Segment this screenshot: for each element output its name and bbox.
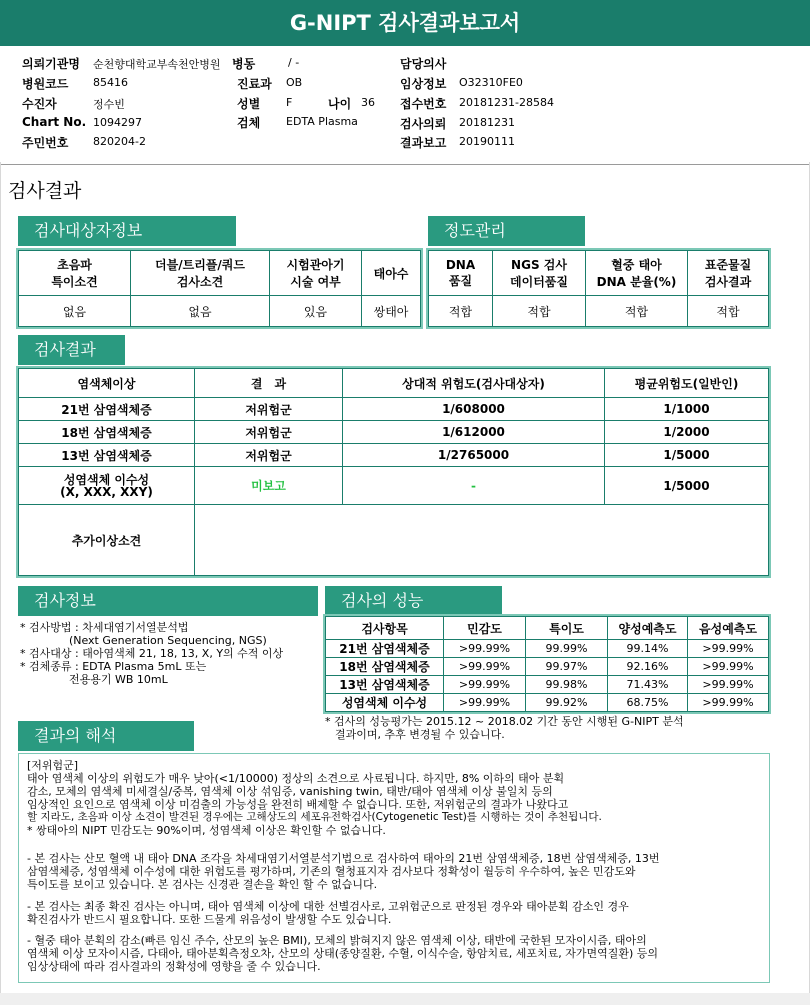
performance-value: 71.43%	[608, 676, 688, 694]
quality-value: 적합	[493, 296, 586, 327]
table-row	[326, 694, 769, 712]
risk-result: 저위험군	[195, 398, 343, 421]
interpretation-line: 임상상태에 따라 검사결과의 정확성에 영향을 줄 수 있습니다.	[27, 960, 321, 973]
report-title-bar	[0, 0, 810, 46]
doctor-label: 담당의사	[400, 57, 447, 71]
performance-value: 99.14%	[608, 640, 688, 658]
patient-info	[0, 50, 810, 165]
tab-quality: 정도관리	[428, 216, 585, 246]
performance-value: 99.98%	[526, 676, 608, 694]
performance-value: >99.99%	[688, 640, 769, 658]
table-row	[326, 676, 769, 694]
chromosome-name: 21번 삼염색체증	[19, 398, 195, 421]
test-target: * 검사대상 : 태아염색체 21, 18, 13, X, Y의 수적 이상	[20, 647, 284, 660]
dept-value: OB	[286, 76, 303, 89]
performance-item: 성염색체 이수성	[326, 694, 444, 712]
chart-value: 1094297	[93, 116, 142, 129]
quality-header: DNA 품질	[429, 251, 493, 296]
results-header: 염색체이상	[19, 369, 195, 398]
performance-table	[325, 616, 769, 712]
request-value: 20181231	[459, 116, 515, 129]
ward-value: / -	[288, 56, 300, 69]
interpretation-line: [저위험군]	[27, 759, 79, 772]
subject-value: 있음	[270, 296, 362, 327]
tab-performance: 검사의 성능	[325, 586, 502, 616]
quality-value: 적합	[429, 296, 493, 327]
request-label: 검사의뢰	[400, 117, 447, 131]
specimen-type-detail: 전용용기 WB 10mL	[20, 673, 168, 686]
report-date-label: 결과보고	[400, 136, 447, 150]
sex-value: F	[286, 96, 293, 109]
extra-findings-label: 추가이상소견	[19, 505, 195, 576]
chromosome-name: 18번 삼염색체증	[19, 421, 195, 444]
sex-label: 성별	[237, 97, 261, 111]
risk-result: 저위험군	[195, 421, 343, 444]
tab-subject-info: 검사대상자정보	[18, 216, 236, 246]
performance-value: 92.16%	[608, 658, 688, 676]
table-row	[19, 398, 769, 421]
performance-header: 양성예측도	[608, 617, 688, 640]
subject-header: 더블/트리플/쿼드 검사소견	[131, 251, 270, 296]
report-title: G-NIPT 검사결과보고서	[289, 11, 521, 35]
interpretation-line: 임상적인 요인으로 염색체 이상 미검출의 가능성을 완전히 배제할 수 없습니다. 또한, 저위험군의 결과가 나왔다고	[27, 798, 569, 811]
performance-value: 99.97%	[526, 658, 608, 676]
page-title: 검사결과	[8, 180, 82, 202]
performance-value: >99.99%	[688, 676, 769, 694]
performance-note: * 검사의 성능평가는 2015.12 ~ 2018.02 기간 동안 시행된 G-NIPT 분석	[325, 715, 684, 728]
quality-value: 적합	[586, 296, 688, 327]
performance-value: 99.92%	[526, 694, 608, 712]
dept-label: 진료과	[237, 77, 272, 91]
table-row	[326, 640, 769, 658]
interpretation-line: 삼염색체증, 성염색체 이수성에 대한 위험도를 평가하며, 기존의 혈청표지자 검사보다 정확성이 월등히 우수하여, 높은 민감도와	[27, 865, 636, 878]
relative-risk: -	[343, 467, 605, 505]
interpretation-line: * 쌍태아의 NIPT 민감도는 90%이며, 성염색체 이상은 확인할 수 없습니다.	[27, 824, 386, 837]
chromosome-name: 13번 삼염색체증	[19, 444, 195, 467]
clinical-label: 임상정보	[400, 77, 447, 91]
specimen-type: * 검체종류 : EDTA Plasma 5mL 또는	[20, 660, 207, 673]
recipient-value: 정수빈	[93, 98, 125, 111]
receipt-label: 접수번호	[400, 97, 447, 111]
rrn-label: 주민번호	[22, 136, 69, 150]
tab-test-info: 검사정보	[18, 586, 318, 616]
age-value: 36	[361, 96, 375, 109]
average-risk: 1/5000	[605, 467, 769, 505]
performance-item: 18번 삼염색체증	[326, 658, 444, 676]
clinical-value: O32310FE0	[459, 76, 523, 89]
performance-header: 검사항목	[326, 617, 444, 640]
age-label: 나이	[328, 97, 352, 111]
performance-header: 민감도	[444, 617, 526, 640]
ward-label: 병동	[232, 57, 256, 71]
hospital-code-value: 85416	[93, 76, 128, 89]
test-method: * 검사방법 : 차세대염기서열분석법	[20, 621, 189, 634]
subject-header: 태아수	[362, 251, 421, 296]
performance-header: 특이도	[526, 617, 608, 640]
tab-results: 검사결과	[18, 335, 125, 365]
interpretation-line: 태아 염색체 이상의 위험도가 매우 낮아(<1/10000) 정상의 소견으로 사료됩니다. 하지만, 8% 이하의 태아 분획	[27, 772, 565, 785]
quality-table	[428, 250, 769, 327]
performance-value: >99.99%	[688, 658, 769, 676]
bottom-margin	[0, 993, 810, 1005]
quality-value: 적합	[688, 296, 769, 327]
relative-risk: 1/2765000	[343, 444, 605, 467]
relative-risk: 1/612000	[343, 421, 605, 444]
institution-value: 순천향대학교부속천안병원	[93, 58, 221, 71]
average-risk: 1/1000	[605, 398, 769, 421]
recipient-label: 수진자	[22, 97, 57, 111]
specimen-label: 검체	[237, 116, 261, 130]
interpretation-box	[18, 753, 770, 983]
quality-header: 표준물질 검사결과	[688, 251, 769, 296]
report-date-value: 20190111	[459, 135, 515, 148]
interpretation-line: 특이도를 보이고 있습니다. 본 검사는 신경관 결손을 확인 할 수 없습니다.	[27, 878, 378, 891]
relative-risk: 1/608000	[343, 398, 605, 421]
average-risk: 1/2000	[605, 421, 769, 444]
subject-value: 없음	[131, 296, 270, 327]
test-method-detail: (Next Generation Sequencing, NGS)	[20, 634, 267, 647]
table-row	[326, 658, 769, 676]
subject-header: 초음파 특이소견	[19, 251, 131, 296]
interpretation-line: 염색체 이상 모자이시즘, 다태아, 태아분획측정오차, 산모의 상태(종양질환, 수혈, 이식수술, 항암치료, 세포치료, 자가면역질환) 등의	[27, 947, 659, 960]
table-row	[19, 467, 769, 505]
subject-value: 쌍태아	[362, 296, 421, 327]
chart-label: Chart No.	[22, 115, 87, 129]
interpretation-line: - 본 검사는 산모 혈액 내 태아 DNA 조각을 차세대염기서열분석기법으로 검사하여 태아의 21번 삼염색체증, 18번 삼염색체증, 13번	[27, 852, 660, 865]
results-header: 상대적 위험도(검사대상자)	[343, 369, 605, 398]
subject-value: 없음	[19, 296, 131, 327]
specimen-value: EDTA Plasma	[286, 115, 358, 128]
hospital-code-label: 병원코드	[22, 77, 69, 91]
chromosome-name: 성염색체 이수성 (X, XXX, XXY)	[19, 467, 195, 505]
performance-value: >99.99%	[444, 640, 526, 658]
performance-value: 68.75%	[608, 694, 688, 712]
quality-header: NGS 검사 데이터품질	[493, 251, 586, 296]
risk-result: 저위험군	[195, 444, 343, 467]
table-row	[19, 421, 769, 444]
interpretation-line: - 혈중 태아 분획의 감소(빠른 임신 주수, 산모의 높은 BMI), 모체의 밝혀지지 않은 염색체 이상, 태반에 국한된 모자이시즘, 태아의	[27, 934, 647, 947]
performance-header: 음성예측도	[688, 617, 769, 640]
performance-value: >99.99%	[688, 694, 769, 712]
performance-value: >99.99%	[444, 676, 526, 694]
results-header: 평균위험도(일반인)	[605, 369, 769, 398]
subject-info-table	[18, 250, 421, 327]
performance-value: 99.99%	[526, 640, 608, 658]
interpretation-line: 할 지라도, 초음파 이상 소견이 발견된 경우에는 고해상도의 세포유전학검사(Cytogenetic Test)를 시행하는 것이 추천됩니다.	[27, 811, 602, 823]
quality-header: 혈중 태아 DNA 분율(%)	[586, 251, 688, 296]
interpretation-line: 확진검사가 반드시 필요합니다. 또한 드물게 위음성이 발생할 수도 있습니다.	[27, 913, 392, 926]
institution-label: 의뢰기관명	[22, 57, 80, 71]
risk-result: 미보고	[195, 467, 343, 505]
performance-note: 결과이며, 추후 변경될 수 있습니다.	[335, 728, 505, 741]
performance-item: 21번 삼염색체증	[326, 640, 444, 658]
table-row	[19, 444, 769, 467]
performance-value: >99.99%	[444, 694, 526, 712]
interpretation-line: 감소, 모체의 염색체 미세결실/중복, 염색체 이상 섞임증, vanishing twin, 태반/태아 염색체 이상 불일치 등의	[27, 785, 553, 798]
performance-value: >99.99%	[444, 658, 526, 676]
interpretation-line: - 본 검사는 최종 확진 검사는 아니며, 태아 염색체 이상에 대한 선별검사로, 고위험군으로 판정된 경우와 태아분획 감소인 경우	[27, 900, 629, 913]
receipt-value: 20181231-28584	[459, 96, 554, 109]
subject-header: 시험관아기 시술 여부	[270, 251, 362, 296]
extra-findings-value	[195, 505, 769, 576]
average-risk: 1/5000	[605, 444, 769, 467]
results-header: 결 과	[195, 369, 343, 398]
rrn-value: 820204-2	[93, 135, 146, 148]
performance-item: 13번 삼염색체증	[326, 676, 444, 694]
results-table	[18, 368, 769, 576]
tab-interpretation: 결과의 해석	[18, 721, 194, 751]
